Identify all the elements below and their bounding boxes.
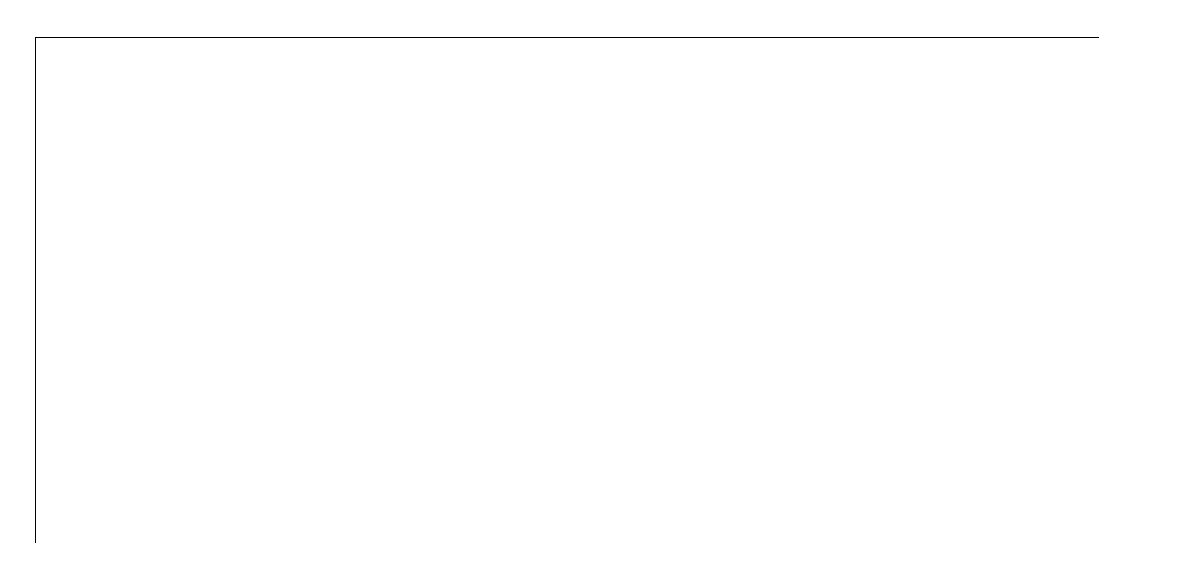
heatmap-grid — [35, 37, 1099, 543]
colorbar — [1105, 37, 1147, 543]
y-axis-labels — [0, 37, 30, 543]
x-axis-labels — [35, 546, 1099, 566]
